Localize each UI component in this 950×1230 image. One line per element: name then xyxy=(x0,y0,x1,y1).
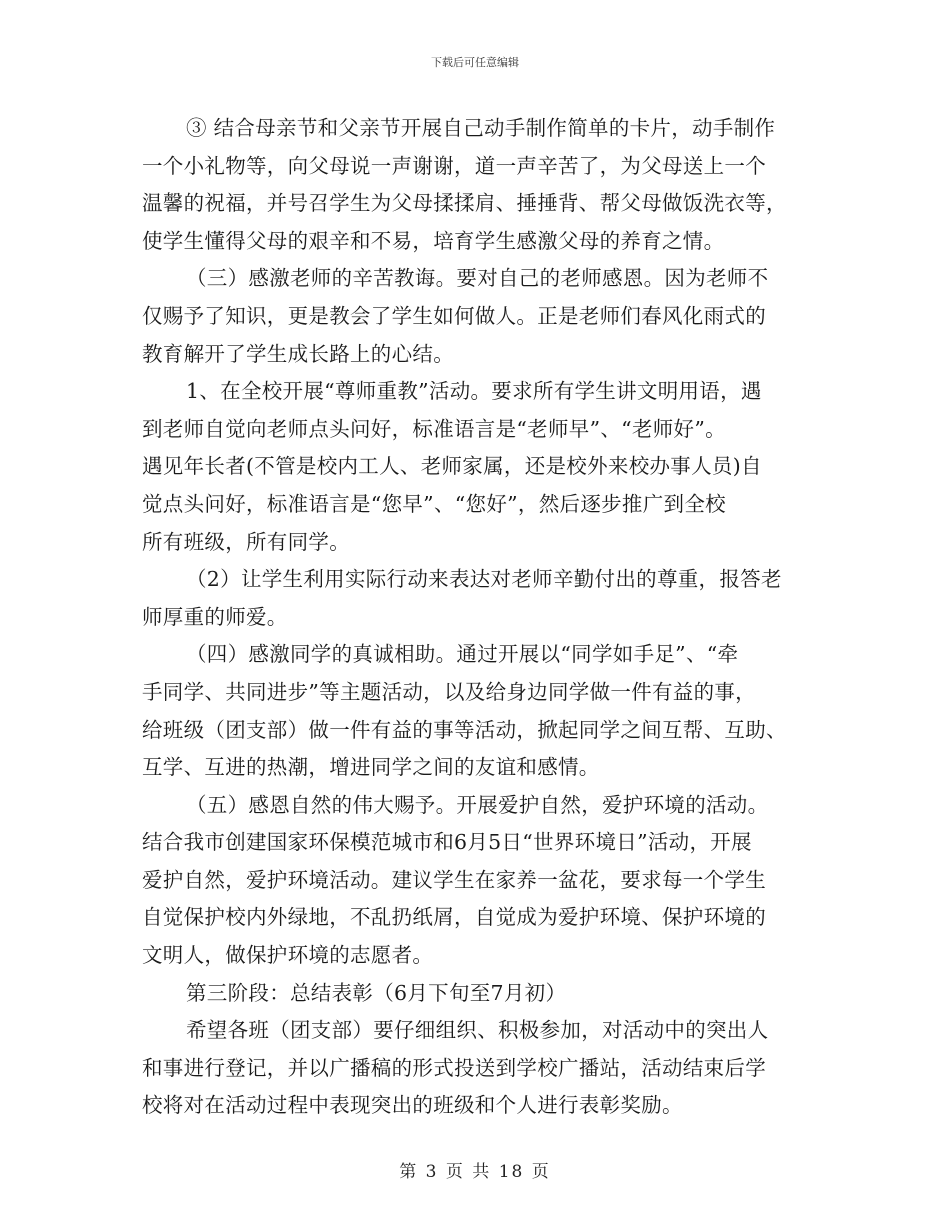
text-line: 1、在全校开展“尊师重教”活动。要求所有学生讲文明用语，遇 xyxy=(186,379,762,404)
text-line: 一个小礼物等，向父母说一声谢谢，道一声辛苦了，为父母送上一个 xyxy=(142,153,766,178)
text-line: 给班级（团支部）做一件有益的事等活动，掀起同学之间互帮、互助、 xyxy=(142,717,787,742)
text-line: （三）感激老师的辛苦教诲。要对自己的老师感恩。因为老师不 xyxy=(186,266,769,291)
text-line: 爱护自然，爱护环境活动。建议学生在家养一盆花，要求每一个学生 xyxy=(142,867,766,892)
text-line: 仅赐予了知识，更是教会了学生如何做人。正是老师们春风化雨式的 xyxy=(142,303,766,328)
section-heading: 第三阶段：总结表彰（6月下旬至7月初） xyxy=(186,980,567,1005)
document-body xyxy=(142,110,822,1125)
text-line: 到老师自觉向老师点头问好，标准语言是“老师早”、“老师好”。 xyxy=(142,416,726,441)
text-line: 自觉保护校内外绿地，不乱扔纸屑，自觉成为爱护环境、保护环境的 xyxy=(142,905,766,930)
page-number: 第 3 页 共 18 页 xyxy=(399,1162,551,1182)
text-line: （四）感激同学的真诚相助。通过开展以“同学如手足”、“牵 xyxy=(186,642,739,667)
text-line: 校将对在活动过程中表现突出的班级和个人进行表彰奖励。 xyxy=(142,1093,683,1118)
text-line: 温馨的祝福，并号召学生为父母揉揉肩、捶捶背、帮父母做饭洗衣等， xyxy=(142,191,787,216)
text-line: 师厚重的师爱。 xyxy=(142,604,288,629)
text-line: 文明人，做保护环境的志愿者。 xyxy=(142,943,434,968)
text-line: 互学、互进的热潮，增进同学之间的友谊和感情。 xyxy=(142,755,600,780)
text-line: 教育解开了学生成长路上的心结。 xyxy=(142,341,454,366)
text-line: 遇见年长者(不管是校内工人、老师家属，还是校外来校办事人员)自 xyxy=(142,454,762,479)
text-line: （2）让学生利用实际行动来表达对老师辛勤付出的尊重，报答老 xyxy=(186,567,782,592)
text-line: 手同学、共同进步”等主题活动，以及给身边同学做一件有益的事， xyxy=(142,679,756,704)
text-line: 使学生懂得父母的艰辛和不易，培育学生感激父母的养育之情。 xyxy=(142,228,725,253)
text-line: 觉点头问好，标准语言是“您早”、“您好”，然后逐步推广到全校 xyxy=(142,491,726,516)
text-line: （五）感恩自然的伟大赐予。开展爱护自然，爱护环境的活动。 xyxy=(186,792,769,817)
text-line: 结合我市创建国家环保模范城市和6月5日“世界环境日”活动，开展 xyxy=(142,830,752,855)
text-line: 所有班级，所有同学。 xyxy=(142,529,350,554)
text-line: 希望各班（团支部）要仔细组织、积极参加，对活动中的突出人 xyxy=(186,1018,769,1043)
text-line: ③ 结合母亲节和父亲节开展自己动手制作简单的卡片，动手制作 xyxy=(186,116,776,140)
text-line: 和事进行登记，并以广播稿的形式投送到学校广播站，活动结束后学 xyxy=(142,1055,766,1080)
page-header: 下载后可任意编辑 xyxy=(431,56,519,69)
